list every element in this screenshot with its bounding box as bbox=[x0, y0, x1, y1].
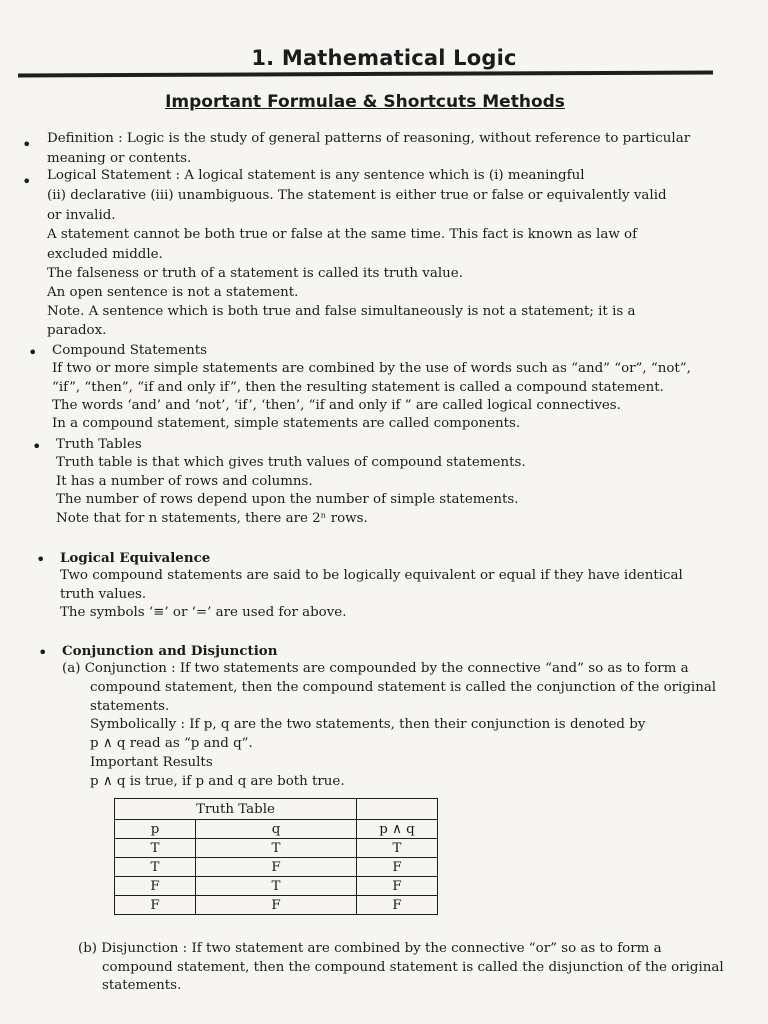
table-row bbox=[115, 839, 438, 858]
logical-statement-line: An open sentence is not a statement. bbox=[47, 285, 299, 300]
logical-statement-line: A statement cannot be both true or false at the same time. This fact is known as law of bbox=[47, 227, 638, 242]
truth-table-caption-blank bbox=[357, 799, 438, 820]
conjunction-line: statements. bbox=[90, 699, 170, 714]
table-cell: T bbox=[196, 877, 357, 896]
truth-table-caption: Truth Table bbox=[115, 799, 357, 820]
table-header: p ∧ q bbox=[357, 820, 438, 839]
table-header: p bbox=[115, 820, 196, 839]
truth-table bbox=[114, 798, 438, 915]
title-rule bbox=[18, 70, 713, 77]
compound-line: If two or more simple statements are combined by the use of words such as “and” “or”, “not”, bbox=[52, 361, 691, 376]
table-cell: F bbox=[196, 858, 357, 877]
bullet-icon: • bbox=[38, 643, 48, 662]
logical-statement-line: excluded middle. bbox=[47, 247, 163, 262]
conjunction-line: p ∧ q is true, if p and q are both true. bbox=[90, 774, 345, 789]
conjunction-line: compound statement, then the compound statement is called the conjunction of the original bbox=[90, 680, 717, 695]
bullet-icon: • bbox=[28, 343, 38, 362]
table-cell: F bbox=[115, 877, 196, 896]
compound-heading: Compound Statements bbox=[52, 343, 208, 358]
table-cell: F bbox=[115, 896, 196, 915]
conjunction-line: p ∧ q read as “p and q”. bbox=[90, 736, 253, 751]
conjunction-line: (a) Conjunction : If two statements are compounded by the connective “and” so as to form a bbox=[62, 661, 689, 676]
table-row bbox=[115, 877, 438, 896]
disjunction-line: statements. bbox=[102, 978, 182, 993]
table-header: q bbox=[196, 820, 357, 839]
table-cell: T bbox=[115, 839, 196, 858]
conjunction-line: Important Results bbox=[90, 755, 213, 770]
logical-statement-line: paradox. bbox=[47, 323, 107, 338]
compound-line: In a compound statement, simple statements are called components. bbox=[52, 416, 521, 431]
equivalence-line: The symbols ‘≡’ or ‘=’ are used for above. bbox=[60, 605, 347, 620]
disjunction-line: compound statement, then the compound statement is called the disjunction of the original bbox=[102, 960, 724, 975]
compound-line: The words ‘and’ and ‘not’, ‘if’, ‘then’, “if and only if ” are called logical connectives. bbox=[52, 398, 621, 413]
logical-statement-line: or invalid. bbox=[47, 208, 116, 223]
truth-tables-heading: Truth Tables bbox=[56, 437, 142, 452]
logical-statement-line: (ii) declarative (iii) unambiguous. The statement is either true or false or equivalently valid bbox=[47, 188, 667, 203]
definition-line: meaning or contents. bbox=[47, 151, 192, 166]
bullet-icon: • bbox=[22, 135, 32, 154]
table-cell: F bbox=[196, 896, 357, 915]
equivalence-line: truth values. bbox=[60, 587, 147, 602]
definition-line: Definition : Logic is the study of general patterns of reasoning, without reference to particular bbox=[47, 131, 691, 146]
equivalence-line: Two compound statements are said to be logically equivalent or equal if they have identical bbox=[60, 568, 683, 583]
logical-statement-line: Logical Statement : A logical statement is any sentence which is (i) meaningful bbox=[47, 168, 585, 183]
bullet-icon: • bbox=[36, 550, 46, 569]
truth-tables-line: Truth table is that which gives truth values of compound statements. bbox=[56, 455, 526, 470]
page-title: 1. Mathematical Logic bbox=[251, 46, 517, 70]
truth-tables-line: The number of rows depend upon the number of simple statements. bbox=[56, 492, 519, 507]
truth-tables-line: Note that for n statements, there are 2ⁿ rows. bbox=[56, 511, 368, 526]
table-row bbox=[115, 858, 438, 877]
compound-line: “if”, “then”, “if and only if”, then the resulting statement is called a compound statement. bbox=[52, 380, 664, 395]
table-row bbox=[115, 896, 438, 915]
logical-statement-line: The falseness or truth of a statement is called its truth value. bbox=[47, 266, 463, 281]
table-cell: T bbox=[196, 839, 357, 858]
bullet-icon: • bbox=[22, 172, 32, 191]
table-cell: F bbox=[357, 896, 438, 915]
truth-tables-line: It has a number of rows and columns. bbox=[56, 474, 313, 489]
page-subtitle: Important Formulae & Shortcuts Methods bbox=[165, 92, 565, 112]
logical-statement-line: Note. A sentence which is both true and false simultaneously is not a statement; it is a bbox=[47, 304, 636, 319]
equivalence-heading: Logical Equivalence bbox=[60, 550, 211, 566]
table-cell: F bbox=[357, 858, 438, 877]
conj-disj-heading: Conjunction and Disjunction bbox=[62, 643, 278, 659]
conjunction-line: Symbolically : If p, q are the two statements, then their conjunction is denoted by bbox=[90, 717, 646, 732]
table-cell: T bbox=[357, 839, 438, 858]
table-cell: T bbox=[115, 858, 196, 877]
table-cell: F bbox=[357, 877, 438, 896]
disjunction-line: (b) Disjunction : If two statement are combined by the connective “or” so as to form a bbox=[78, 941, 662, 956]
bullet-icon: • bbox=[32, 437, 42, 456]
